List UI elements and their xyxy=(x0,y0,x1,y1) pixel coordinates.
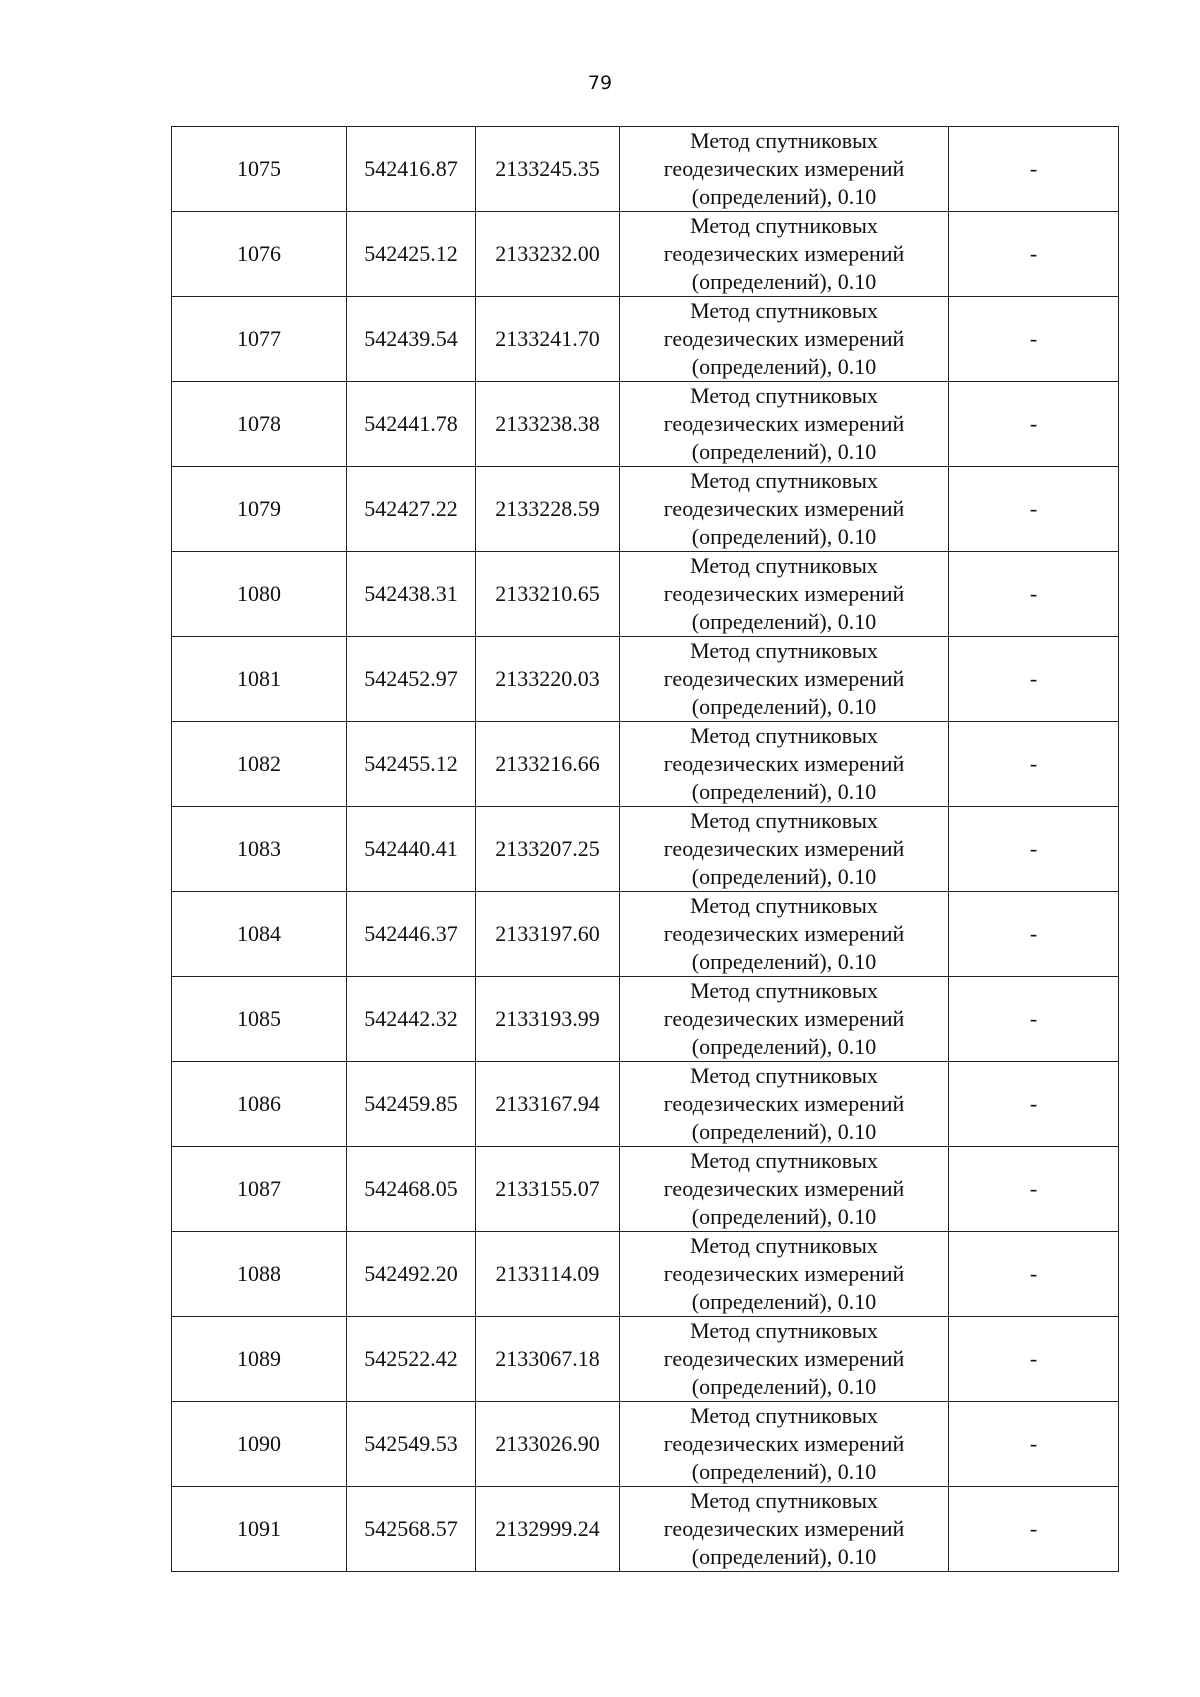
method-line: (определений), 0.10 xyxy=(691,1289,877,1314)
y-coordinate-cell: 2133245.35 xyxy=(476,127,620,212)
y-coordinate-cell: 2133241.70 xyxy=(476,297,620,382)
x-coordinate-cell: 542468.05 xyxy=(347,1147,476,1232)
point-number-cell: 1079 xyxy=(172,467,347,552)
x-coordinate-cell: 542438.31 xyxy=(347,552,476,637)
note-cell: - xyxy=(949,892,1119,977)
note-cell: - xyxy=(949,467,1119,552)
method-line: Метод спутниковых xyxy=(690,638,878,663)
method-accuracy-cell xyxy=(620,1232,949,1317)
table-row xyxy=(172,212,1119,297)
y-coordinate-cell: 2133067.18 xyxy=(476,1317,620,1402)
point-number-cell: 1090 xyxy=(172,1402,347,1487)
table-row xyxy=(172,382,1119,467)
note-cell: - xyxy=(949,807,1119,892)
x-coordinate-cell: 542416.87 xyxy=(347,127,476,212)
method-line: Метод спутниковых xyxy=(690,1318,878,1343)
point-number-cell: 1078 xyxy=(172,382,347,467)
method-line: Метод спутниковых xyxy=(690,1233,878,1258)
y-coordinate-cell: 2133207.25 xyxy=(476,807,620,892)
method-line: (определений), 0.10 xyxy=(691,269,877,294)
table-row xyxy=(172,1232,1119,1317)
y-coordinate-cell: 2132999.24 xyxy=(476,1487,620,1572)
method-line: (определений), 0.10 xyxy=(691,1374,877,1399)
method-line: Метод спутниковых xyxy=(690,128,878,153)
table-row xyxy=(172,1062,1119,1147)
note-cell: - xyxy=(949,1062,1119,1147)
method-line: (определений), 0.10 xyxy=(691,779,877,804)
method-line: геодезических измерений xyxy=(663,666,905,691)
y-coordinate-cell: 2133228.59 xyxy=(476,467,620,552)
x-coordinate-cell: 542446.37 xyxy=(347,892,476,977)
method-line: (определений), 0.10 xyxy=(691,1459,877,1484)
point-number-cell: 1087 xyxy=(172,1147,347,1232)
method-line: Метод спутниковых xyxy=(690,1488,878,1513)
method-accuracy-cell xyxy=(620,807,949,892)
method-accuracy-cell xyxy=(620,1402,949,1487)
method-line: Метод спутниковых xyxy=(690,553,878,578)
method-line: геодезических измерений xyxy=(663,496,905,521)
method-line: геодезических измерений xyxy=(663,1176,905,1201)
method-line: геодезических измерений xyxy=(663,921,905,946)
page-number: 79 xyxy=(587,72,613,94)
point-number-cell: 1076 xyxy=(172,212,347,297)
method-line: геодезических измерений xyxy=(663,326,905,351)
x-coordinate-cell: 542522.42 xyxy=(347,1317,476,1402)
method-accuracy-cell xyxy=(620,1487,949,1572)
method-line: (определений), 0.10 xyxy=(691,949,877,974)
table-row xyxy=(172,722,1119,807)
method-line: Метод спутниковых xyxy=(690,468,878,493)
method-line: геодезических измерений xyxy=(663,1346,905,1371)
y-coordinate-cell: 2133238.38 xyxy=(476,382,620,467)
method-line: (определений), 0.10 xyxy=(691,184,877,209)
point-number-cell: 1083 xyxy=(172,807,347,892)
x-coordinate-cell: 542568.57 xyxy=(347,1487,476,1572)
note-cell: - xyxy=(949,1317,1119,1402)
note-cell: - xyxy=(949,1487,1119,1572)
point-number-cell: 1088 xyxy=(172,1232,347,1317)
table-row xyxy=(172,552,1119,637)
note-cell: - xyxy=(949,297,1119,382)
method-line: геодезических измерений xyxy=(663,1431,905,1456)
y-coordinate-cell: 2133193.99 xyxy=(476,977,620,1062)
method-line: Метод спутниковых xyxy=(690,808,878,833)
point-number-cell: 1081 xyxy=(172,637,347,722)
x-coordinate-cell: 542452.97 xyxy=(347,637,476,722)
table-row xyxy=(172,1147,1119,1232)
note-cell: - xyxy=(949,637,1119,722)
point-number-cell: 1085 xyxy=(172,977,347,1062)
method-accuracy-cell xyxy=(620,1062,949,1147)
note-cell: - xyxy=(949,1402,1119,1487)
point-number-cell: 1082 xyxy=(172,722,347,807)
y-coordinate-cell: 2133114.09 xyxy=(476,1232,620,1317)
method-line: геодезических измерений xyxy=(663,1006,905,1031)
method-line: Метод спутниковых xyxy=(690,978,878,1003)
table-row xyxy=(172,467,1119,552)
method-line: геодезических измерений xyxy=(663,1516,905,1541)
method-accuracy-cell xyxy=(620,297,949,382)
method-line: Метод спутниковых xyxy=(690,298,878,323)
point-number-cell: 1077 xyxy=(172,297,347,382)
y-coordinate-cell: 2133167.94 xyxy=(476,1062,620,1147)
method-accuracy-cell xyxy=(620,212,949,297)
method-accuracy-cell xyxy=(620,552,949,637)
y-coordinate-cell: 2133220.03 xyxy=(476,637,620,722)
table-row xyxy=(172,807,1119,892)
method-line: геодезических измерений xyxy=(663,1261,905,1286)
method-accuracy-cell xyxy=(620,722,949,807)
point-number-cell: 1091 xyxy=(172,1487,347,1572)
note-cell: - xyxy=(949,382,1119,467)
method-line: (определений), 0.10 xyxy=(691,1204,877,1229)
method-line: (определений), 0.10 xyxy=(691,1544,877,1569)
x-coordinate-cell: 542440.41 xyxy=(347,807,476,892)
method-line: (определений), 0.10 xyxy=(691,1034,877,1059)
note-cell: - xyxy=(949,722,1119,807)
point-number-cell: 1084 xyxy=(172,892,347,977)
x-coordinate-cell: 542439.54 xyxy=(347,297,476,382)
point-number-cell: 1075 xyxy=(172,127,347,212)
method-accuracy-cell xyxy=(620,467,949,552)
y-coordinate-cell: 2133155.07 xyxy=(476,1147,620,1232)
x-coordinate-cell: 542492.20 xyxy=(347,1232,476,1317)
note-cell: - xyxy=(949,552,1119,637)
method-line: геодезических измерений xyxy=(663,751,905,776)
note-cell: - xyxy=(949,977,1119,1062)
method-accuracy-cell xyxy=(620,977,949,1062)
y-coordinate-cell: 2133026.90 xyxy=(476,1402,620,1487)
method-line: (определений), 0.10 xyxy=(691,609,877,634)
note-cell: - xyxy=(949,1232,1119,1317)
table-row xyxy=(172,1402,1119,1487)
method-line: Метод спутниковых xyxy=(690,1063,878,1088)
method-line: геодезических измерений xyxy=(663,836,905,861)
point-number-cell: 1086 xyxy=(172,1062,347,1147)
y-coordinate-cell: 2133210.65 xyxy=(476,552,620,637)
method-line: геодезических измерений xyxy=(663,241,905,266)
method-line: геодезических измерений xyxy=(663,581,905,606)
method-line: (определений), 0.10 xyxy=(691,864,877,889)
method-accuracy-cell xyxy=(620,1147,949,1232)
method-accuracy-cell xyxy=(620,892,949,977)
table-row xyxy=(172,1317,1119,1402)
coordinates-table xyxy=(171,126,1119,1572)
method-line: (определений), 0.10 xyxy=(691,354,877,379)
y-coordinate-cell: 2133216.66 xyxy=(476,722,620,807)
method-line: Метод спутниковых xyxy=(690,1148,878,1173)
method-line: (определений), 0.10 xyxy=(691,694,877,719)
method-line: (определений), 0.10 xyxy=(691,524,877,549)
method-accuracy-cell xyxy=(620,1317,949,1402)
method-line: Метод спутниковых xyxy=(690,1403,878,1428)
note-cell: - xyxy=(949,127,1119,212)
note-cell: - xyxy=(949,1147,1119,1232)
method-line: геодезических измерений xyxy=(663,1091,905,1116)
method-accuracy-cell xyxy=(620,127,949,212)
table-row xyxy=(172,977,1119,1062)
table-row xyxy=(172,892,1119,977)
method-line: (определений), 0.10 xyxy=(691,1119,877,1144)
x-coordinate-cell: 542549.53 xyxy=(347,1402,476,1487)
x-coordinate-cell: 542425.12 xyxy=(347,212,476,297)
method-line: Метод спутниковых xyxy=(690,383,878,408)
x-coordinate-cell: 542459.85 xyxy=(347,1062,476,1147)
method-accuracy-cell xyxy=(620,637,949,722)
method-line: (определений), 0.10 xyxy=(691,439,877,464)
method-line: геодезических измерений xyxy=(663,156,905,181)
x-coordinate-cell: 542455.12 xyxy=(347,722,476,807)
method-line: Метод спутниковых xyxy=(690,213,878,238)
method-line: Метод спутниковых xyxy=(690,893,878,918)
y-coordinate-cell: 2133197.60 xyxy=(476,892,620,977)
x-coordinate-cell: 542441.78 xyxy=(347,382,476,467)
point-number-cell: 1089 xyxy=(172,1317,347,1402)
table-row xyxy=(172,637,1119,722)
point-number-cell: 1080 xyxy=(172,552,347,637)
table-row xyxy=(172,297,1119,382)
table-row xyxy=(172,1487,1119,1572)
note-cell: - xyxy=(949,212,1119,297)
x-coordinate-cell: 542442.32 xyxy=(347,977,476,1062)
x-coordinate-cell: 542427.22 xyxy=(347,467,476,552)
method-line: геодезических измерений xyxy=(663,411,905,436)
table-row xyxy=(172,127,1119,212)
table-body xyxy=(172,127,1119,1572)
method-accuracy-cell xyxy=(620,382,949,467)
y-coordinate-cell: 2133232.00 xyxy=(476,212,620,297)
method-line: Метод спутниковых xyxy=(690,723,878,748)
